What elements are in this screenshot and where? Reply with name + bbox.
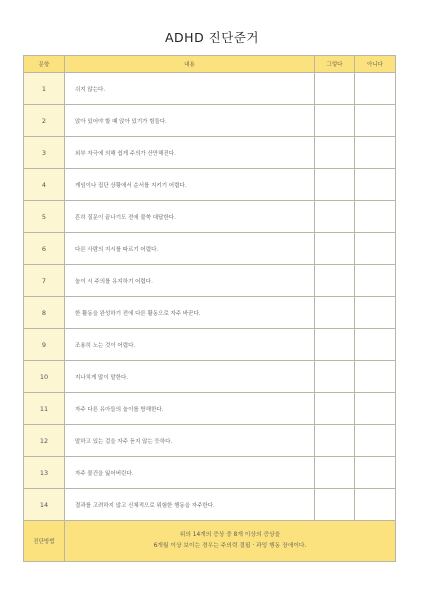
row-content: 자주 다른 유아들의 놀이를 방해한다. <box>65 393 315 425</box>
row-content: 말하고 있는 걸을 자주 듣지 않는 듯하다. <box>65 425 315 457</box>
method-line-2: 6개월 이상 보이는 경우는 주의력 결핍 · 과잉 행동 장애이다. <box>153 543 307 549</box>
row-content: 놀이 시 주의를 유지하기 어렵다. <box>65 265 315 297</box>
row-content: 흔히 질문이 끝나기도 전에 불쑥 대답한다. <box>65 201 315 233</box>
yes-check-cell[interactable] <box>315 329 355 361</box>
yes-check-cell[interactable] <box>315 73 355 105</box>
row-number: 9 <box>24 329 65 361</box>
table-body <box>24 73 396 562</box>
row-content: 앉아 있어야 할 때 앉아 있기가 힘들다. <box>65 105 315 137</box>
yes-check-cell[interactable] <box>315 105 355 137</box>
yes-check-cell[interactable] <box>315 425 355 457</box>
table-row <box>24 329 396 361</box>
method-line-1: 위의 14개의 증상 중 8개 이상의 증상을 <box>179 532 281 538</box>
no-check-cell[interactable] <box>355 489 396 521</box>
yes-check-cell[interactable] <box>315 297 355 329</box>
row-number: 3 <box>24 137 65 169</box>
yes-check-cell[interactable] <box>315 393 355 425</box>
yes-check-cell[interactable] <box>315 137 355 169</box>
yes-check-cell[interactable] <box>315 489 355 521</box>
no-check-cell[interactable] <box>355 73 396 105</box>
table-row <box>24 393 396 425</box>
diagnosis-method-row <box>24 521 396 562</box>
no-check-cell[interactable] <box>355 457 396 489</box>
table-row <box>24 73 396 105</box>
table-row <box>24 169 396 201</box>
no-check-cell[interactable] <box>355 265 396 297</box>
table-row <box>24 201 396 233</box>
row-number: 11 <box>24 393 65 425</box>
page-title: ADHD 진단준거 <box>165 30 259 45</box>
row-number: 12 <box>24 425 65 457</box>
header-no: 아니다 <box>355 56 396 73</box>
yes-check-cell[interactable] <box>315 201 355 233</box>
header-number: 문항 <box>24 56 65 73</box>
no-check-cell[interactable] <box>355 233 396 265</box>
row-number: 4 <box>24 169 65 201</box>
row-content: 쉬지 않는다. <box>65 73 315 105</box>
row-number: 8 <box>24 297 65 329</box>
table-row <box>24 457 396 489</box>
table-row <box>24 105 396 137</box>
row-content: 지나치게 많이 말한다. <box>65 361 315 393</box>
diagnosis-criteria-table <box>23 55 396 562</box>
no-check-cell[interactable] <box>355 201 396 233</box>
row-number: 14 <box>24 489 65 521</box>
yes-check-cell[interactable] <box>315 169 355 201</box>
yes-check-cell[interactable] <box>315 265 355 297</box>
no-check-cell[interactable] <box>355 361 396 393</box>
row-number: 1 <box>24 73 65 105</box>
table-row <box>24 425 396 457</box>
table-row <box>24 137 396 169</box>
no-check-cell[interactable] <box>355 137 396 169</box>
no-check-cell[interactable] <box>355 169 396 201</box>
header-content: 내용 <box>65 56 315 73</box>
table-row <box>24 233 396 265</box>
method-label: 진단방법 <box>24 521 65 562</box>
table-row <box>24 489 396 521</box>
row-content: 한 활동을 완성하기 전에 다른 활동으로 자주 바꾼다. <box>65 297 315 329</box>
yes-check-cell[interactable] <box>315 457 355 489</box>
row-number: 5 <box>24 201 65 233</box>
row-content: 게임이나 집단 상황에서 순서를 지키기 어렵다. <box>65 169 315 201</box>
no-check-cell[interactable] <box>355 297 396 329</box>
row-number: 7 <box>24 265 65 297</box>
row-content: 외부 자극에 의해 쉽게 주의가 산만해진다. <box>65 137 315 169</box>
row-number: 10 <box>24 361 65 393</box>
row-number: 6 <box>24 233 65 265</box>
row-content: 자주 물건을 잃어버린다. <box>65 457 315 489</box>
yes-check-cell[interactable] <box>315 233 355 265</box>
header-yes: 그렇다 <box>315 56 355 73</box>
yes-check-cell[interactable] <box>315 361 355 393</box>
row-number: 2 <box>24 105 65 137</box>
no-check-cell[interactable] <box>355 105 396 137</box>
table-row <box>24 297 396 329</box>
no-check-cell[interactable] <box>355 425 396 457</box>
method-description <box>65 521 396 562</box>
row-number: 13 <box>24 457 65 489</box>
row-content: 조용히 노는 것이 어렵다. <box>65 329 315 361</box>
no-check-cell[interactable] <box>355 393 396 425</box>
no-check-cell[interactable] <box>355 329 396 361</box>
table-row <box>24 265 396 297</box>
table-row <box>24 361 396 393</box>
table-header-row <box>24 56 396 73</box>
row-content: 다른 사람의 지시를 따르기 어렵다. <box>65 233 315 265</box>
row-content: 결과를 고려하지 않고 신체적으로 위험한 행동을 자주한다. <box>65 489 315 521</box>
